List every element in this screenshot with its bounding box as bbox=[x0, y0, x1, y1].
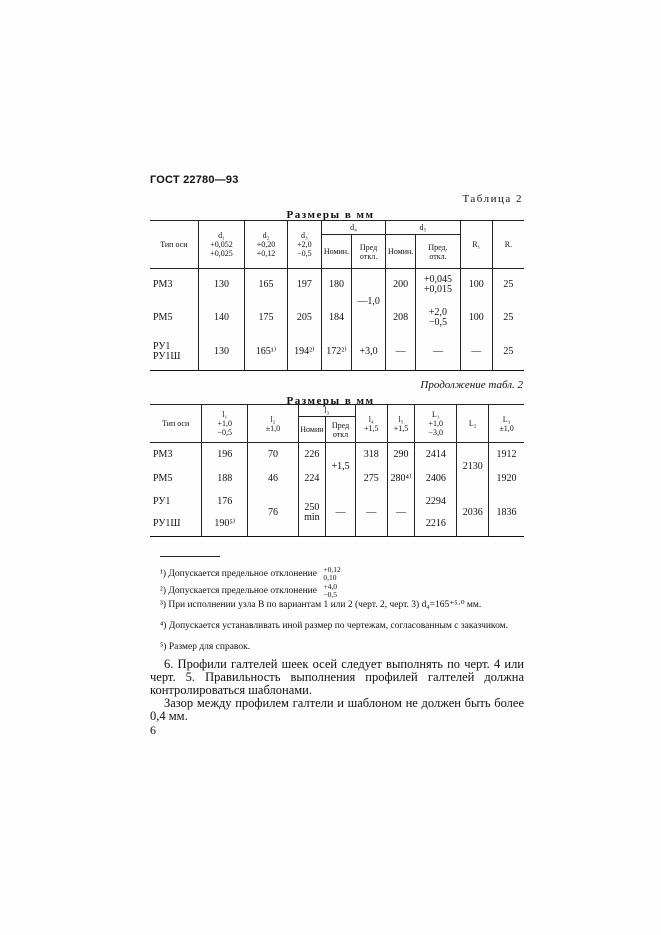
table1-units: Размеры в мм bbox=[286, 209, 375, 221]
footnote-4: ⁴) Допускается устанавливать иной размер по чертежам, согласованным с заказчиком. bbox=[160, 621, 509, 631]
cell-l5: 280⁴⁾ bbox=[387, 467, 415, 491]
header-l3-nom: Номин bbox=[298, 417, 326, 443]
cell-d2: 165 bbox=[245, 269, 287, 301]
header-l3: l₃ bbox=[298, 405, 355, 417]
cell-d4-dev: —1,0 bbox=[351, 269, 385, 335]
cell-l3-dev: +1,5 bbox=[326, 443, 356, 491]
page-number: 6 bbox=[150, 723, 156, 737]
cell-l1: 190⁵⁾ bbox=[202, 513, 248, 537]
cell-d3: 205 bbox=[287, 301, 321, 335]
table-row bbox=[150, 335, 524, 371]
footnote-3: ³) При исполнении узла В по вариантам 1 или 2 (черт. 2, черт. 3) d₄=165⁺⁵·⁰ мм. bbox=[160, 600, 482, 610]
cell-d1: 140 bbox=[198, 301, 245, 335]
cell-L2: 2130 bbox=[457, 443, 489, 491]
cell-r1: — bbox=[460, 335, 492, 371]
cell-r: 25 bbox=[492, 301, 524, 335]
cell-L1: 2406 bbox=[415, 467, 457, 491]
cell-d4-dev: +3,0 bbox=[351, 335, 385, 371]
cell-l3-nom: 250 min bbox=[298, 491, 326, 537]
cell-l4: 275 bbox=[355, 467, 387, 491]
header-d5: d₅ bbox=[386, 221, 461, 235]
header-l3-dev: Пред откл bbox=[326, 417, 356, 443]
cell-d5-dev: +0,045 +0,015 bbox=[416, 269, 461, 301]
header-d4-dev: Пред откл. bbox=[351, 235, 385, 269]
table-2 bbox=[150, 404, 524, 537]
header-type: Тип оси bbox=[150, 405, 202, 443]
cell-type: РМ3 bbox=[150, 269, 198, 301]
cell-l1: 188 bbox=[202, 467, 248, 491]
cell-L3: 1920 bbox=[489, 467, 524, 491]
cell-d5-nom: 208 bbox=[386, 301, 416, 335]
cell-type: РУ1 РУ1Ш bbox=[150, 335, 198, 371]
footnote-1: ¹) Допускается предельное отклонение +0,12 0,10 bbox=[160, 565, 341, 582]
table-row bbox=[150, 301, 524, 335]
header-d3: d₃ +2,0 −0,5 bbox=[287, 221, 321, 269]
cell-l4: 318 bbox=[355, 443, 387, 467]
cell-l2: 46 bbox=[248, 467, 298, 491]
cell-L3: 1912 bbox=[489, 443, 524, 467]
table-row bbox=[150, 491, 524, 513]
cell-d2: 165¹⁾ bbox=[245, 335, 287, 371]
document-code: ГОСТ 22780—93 bbox=[150, 174, 239, 186]
paragraph-6: 6. Профили галтелей шеек осей следует выполнять по черт. 4 или черт. 5. Правильность выполнения профилей галтелей должна контролироваться шаблонами. bbox=[150, 657, 524, 697]
footnote-rule bbox=[160, 556, 220, 557]
header-l5: l₅ +1,5 bbox=[387, 405, 415, 443]
cell-d4-nom: 180 bbox=[321, 269, 351, 301]
header-type: Тип оси bbox=[150, 221, 198, 269]
table-row bbox=[150, 443, 524, 467]
cell-l1: 196 bbox=[202, 443, 248, 467]
table-title: Таблица 2 bbox=[462, 193, 523, 205]
cell-type: РУ1Ш bbox=[150, 513, 202, 537]
cell-l1: 176 bbox=[202, 491, 248, 513]
header-d1: d₁ +0,052 +0,025 bbox=[198, 221, 245, 269]
cell-l2: 76 bbox=[248, 491, 298, 537]
cell-L3: 1836 bbox=[489, 491, 524, 537]
header-l1: l₁ +1,0 −0,5 bbox=[202, 405, 248, 443]
cell-L1: 2294 bbox=[415, 491, 457, 513]
header-L2: L₂ bbox=[457, 405, 489, 443]
cell-r: 25 bbox=[492, 335, 524, 371]
cell-L1: 2216 bbox=[415, 513, 457, 537]
cell-type: РМ5 bbox=[150, 467, 202, 491]
footnote-1-tolerance: +0,12 0,10 bbox=[323, 565, 341, 582]
continuation-title: Продолжение табл. 2 bbox=[420, 379, 523, 391]
cell-d5-nom: — bbox=[386, 335, 416, 371]
cell-l5: 290 bbox=[387, 443, 415, 467]
header-l4: l₄ +1,5 bbox=[355, 405, 387, 443]
cell-L1: 2414 bbox=[415, 443, 457, 467]
cell-type: РУ1 bbox=[150, 491, 202, 513]
cell-d1: 130 bbox=[198, 335, 245, 371]
cell-d5-nom: 200 bbox=[386, 269, 416, 301]
header-d5-dev: Пред. откл. bbox=[416, 235, 461, 269]
header-d2: d₂ +0,20 +0,12 bbox=[245, 221, 287, 269]
cell-d5-dev: +2,0 −0,5 bbox=[416, 301, 461, 335]
cell-type: РМ3 bbox=[150, 443, 202, 467]
cell-l3-nom: 224 bbox=[298, 467, 326, 491]
footnote-2: ²) Допускается предельное отклонение +4,0 −0,5 bbox=[160, 582, 337, 599]
header-d4: d₄ bbox=[321, 221, 385, 235]
cell-type: РМ5 bbox=[150, 301, 198, 335]
cell-r1: 100 bbox=[460, 269, 492, 301]
paragraph-gap: Зазор между профилем галтели и шаблоном не должен быть более 0,4 мм. bbox=[150, 696, 524, 723]
footnote-2-tolerance: +4,0 −0,5 bbox=[323, 582, 337, 599]
cell-d5-dev: — bbox=[416, 335, 461, 371]
header-d4-nom: Номин. bbox=[321, 235, 351, 269]
cell-d4-nom: 184 bbox=[321, 301, 351, 335]
table2-units: Размеры в мм bbox=[286, 395, 375, 407]
header-L3: L₃ ±1,0 bbox=[489, 405, 524, 443]
cell-r: 25 bbox=[492, 269, 524, 301]
header-d5-nom: Номин. bbox=[386, 235, 416, 269]
cell-d3: 197 bbox=[287, 269, 321, 301]
cell-L2: 2036 bbox=[457, 491, 489, 537]
cell-d3: 194²⁾ bbox=[287, 335, 321, 371]
cell-l5: — bbox=[387, 491, 415, 537]
header-r1: R₁ bbox=[460, 221, 492, 269]
cell-l3-dev: — bbox=[326, 491, 356, 537]
cell-l2: 70 bbox=[248, 443, 298, 467]
header-L1: L₁ +1,0 −3,0 bbox=[415, 405, 457, 443]
cell-l4: — bbox=[355, 491, 387, 537]
cell-d4-nom: 172²⁾ bbox=[321, 335, 351, 371]
cell-d1: 130 bbox=[198, 269, 245, 301]
cell-d2: 175 bbox=[245, 301, 287, 335]
footnote-5: ⁵) Размер для справок. bbox=[160, 642, 251, 652]
table-1 bbox=[150, 220, 524, 371]
cell-l3-nom: 226 bbox=[298, 443, 326, 467]
cell-r1: 100 bbox=[460, 301, 492, 335]
table-row bbox=[150, 269, 524, 301]
header-r: R. bbox=[492, 221, 524, 269]
header-l2: l₂ ±1,0 bbox=[248, 405, 298, 443]
